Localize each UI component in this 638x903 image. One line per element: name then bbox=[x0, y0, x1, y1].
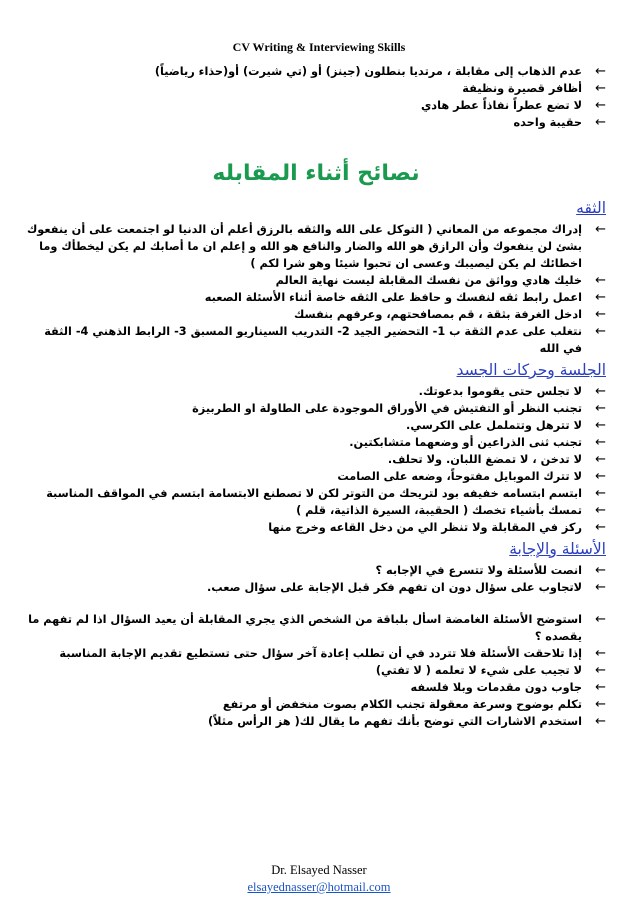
list-item: ← خليك هادي وواثق من نفسك المقابلة ليست نهاية العالم bbox=[275, 273, 606, 288]
body-language-list bbox=[26, 383, 606, 536]
arrow-bullet-icon: ← bbox=[595, 452, 606, 467]
list-item: ← حقيبة واحده bbox=[513, 115, 606, 130]
intro-list bbox=[26, 63, 606, 131]
author-name: Dr. Elsayed Nasser bbox=[271, 863, 367, 877]
list-item: ← ركز في المقابلة ولا تنظر الي من دخل القاعه وخرج منها bbox=[268, 520, 606, 535]
list-item: ← اعمل رابط ثقه لنفسك و حافظ على الثقه خاصة أثناء الأسئلة الصعبه bbox=[204, 290, 606, 305]
arrow-bullet-icon: ← bbox=[595, 307, 606, 322]
list-item: ← تمسك بأشياء تخصك ( الحقيبة، السيرة الذاتية، قلم ) bbox=[296, 503, 606, 518]
list-item: ← جاوب دون مقدمات وبلا فلسفه bbox=[410, 680, 606, 695]
arrow-bullet-icon: ← bbox=[595, 663, 606, 678]
list-item: ← تجنب النظر أو التفتيش في الأوراق الموجودة على الطاولة او الطربيزة bbox=[192, 401, 606, 416]
list-item: ← تجنب ثنى الذراعين أو وضعهما متشابكتين. bbox=[349, 435, 606, 450]
section-heading-questions: الأسئلة والإجابة bbox=[509, 540, 606, 558]
list-item: ← لا تضع عطراً نفاذاً عطر هادي bbox=[420, 98, 606, 113]
arrow-bullet-icon: ← bbox=[595, 486, 606, 501]
arrow-bullet-icon: ← bbox=[595, 580, 606, 595]
page-footer bbox=[0, 862, 638, 896]
arrow-bullet-icon: ← bbox=[595, 563, 606, 578]
arrow-bullet-icon: ← bbox=[595, 612, 606, 627]
arrow-bullet-icon: ← bbox=[595, 520, 606, 535]
list-item: ← ادخل الغرفة بثقة ، قم بمصافحتهم، وعرفهم بنفسك bbox=[294, 307, 606, 322]
list-item: ← نتغلب على عدم الثقة ب 1- التحضير الجيد 2- التدريب السيناريو المسبق 3- الرابط الذهني 4- الثقة في الله bbox=[44, 324, 606, 355]
section-heading-confidence: الثقه bbox=[576, 199, 606, 217]
arrow-bullet-icon: ← bbox=[595, 384, 606, 399]
section-heading-body-language: الجلسة وحركات الجسد bbox=[456, 361, 606, 379]
list-item: ← استوضح الأسئلة الغامضة اسأل بلباقة من الشخص الذي يجري المقابلة أن يعيد السؤال اذا لم تفهم ما يقصده ؟ bbox=[28, 612, 606, 643]
list-item: ← أظافر قصيرة ونظيفة bbox=[462, 81, 606, 96]
confidence-list bbox=[26, 221, 606, 357]
arrow-bullet-icon: ← bbox=[595, 503, 606, 518]
list-item: ← عدم الذهاب إلى مقابلة ، مرتديا بنطلون (جينز) أو (تي شيرت) أو(حذاء رياضياً) bbox=[154, 64, 606, 79]
questions-list bbox=[26, 562, 606, 730]
arrow-bullet-icon: ← bbox=[595, 290, 606, 305]
arrow-bullet-icon: ← bbox=[595, 418, 606, 433]
arrow-bullet-icon: ← bbox=[595, 401, 606, 416]
list-item: ← لاتجاوب على سؤال دون ان تفهم فكر قبل الإجابة على سؤال صعب. bbox=[207, 580, 606, 595]
list-item: ← لا تجيب على شيء لا تعلمه ( لا تفتي) bbox=[375, 663, 606, 678]
author-email-link[interactable]: elsayednasser@hotmail.com bbox=[247, 880, 391, 894]
list-item: ← استخدم الاشارات التي توضح بأنك تفهم ما يقال لك( هز الرأس مثلاً) bbox=[207, 714, 606, 729]
arrow-bullet-icon: ← bbox=[595, 81, 606, 96]
arrow-bullet-icon: ← bbox=[595, 697, 606, 712]
list-item: ← ابتسم ابتسامه خفيفه بود لتريحك من التوتر لكن لا تصطنع الابتسامة ابتسم في المواقف المناسبة bbox=[46, 486, 606, 501]
document-body bbox=[26, 63, 606, 730]
arrow-bullet-icon: ← bbox=[595, 115, 606, 130]
arrow-bullet-icon: ← bbox=[595, 222, 606, 237]
page-header bbox=[0, 40, 638, 55]
arrow-bullet-icon: ← bbox=[595, 469, 606, 484]
list-item: ← لا تترك الموبايل مفتوحاً، وضعه على الصامت bbox=[337, 469, 606, 484]
arrow-bullet-icon: ← bbox=[595, 435, 606, 450]
arrow-bullet-icon: ← bbox=[595, 273, 606, 288]
arrow-bullet-icon: ← bbox=[595, 646, 606, 661]
list-item: ← إدراك مجموعه من المعاني ( التوكل على الله والثقه بالرزق أعلم أن الدنيا لو اجتمعت على أن ينفعوك بشئ لن ينفعوك وأن الرازق هو الله والضار والنافع هو الله و إعلم ان ما أصابك لم يكن ليخطأك وما اخطائك لم يكن ليصيبك وعسى ان تحبوا شيئا وهو شرا لكم ) bbox=[26, 222, 606, 270]
main-title: نصائح أثناء المقابله bbox=[212, 161, 420, 186]
arrow-bullet-icon: ← bbox=[595, 98, 606, 113]
list-item: ← لا تترهل وتتململ على الكرسي. bbox=[406, 418, 606, 433]
arrow-bullet-icon: ← bbox=[595, 680, 606, 695]
list-item: ← إذا تلاحقت الأسئلة فلا تتردد في أن تطلب إعادة آخر سؤال حتى تستطيع تقديم الإجابة المناسبة bbox=[59, 646, 606, 661]
list-item: ← انصت للأسئلة ولا تتسرع في الإجابه ؟ bbox=[375, 563, 606, 578]
spacer bbox=[26, 596, 606, 611]
list-item: ← لا تجلس حتى يقوموا بدعوتك. bbox=[418, 384, 606, 399]
header-title: CV Writing & Interviewing Skills bbox=[232, 40, 406, 54]
arrow-bullet-icon: ← bbox=[595, 64, 606, 79]
arrow-bullet-icon: ← bbox=[595, 324, 606, 339]
list-item: ← تكلم بوضوح وسرعة معقولة تجنب الكلام بصوت منخفض أو مرتفع bbox=[222, 697, 606, 712]
list-item: ← لا تدخن ، لا تمضغ اللبان. ولا تحلف. bbox=[387, 452, 606, 467]
arrow-bullet-icon: ← bbox=[595, 714, 606, 729]
